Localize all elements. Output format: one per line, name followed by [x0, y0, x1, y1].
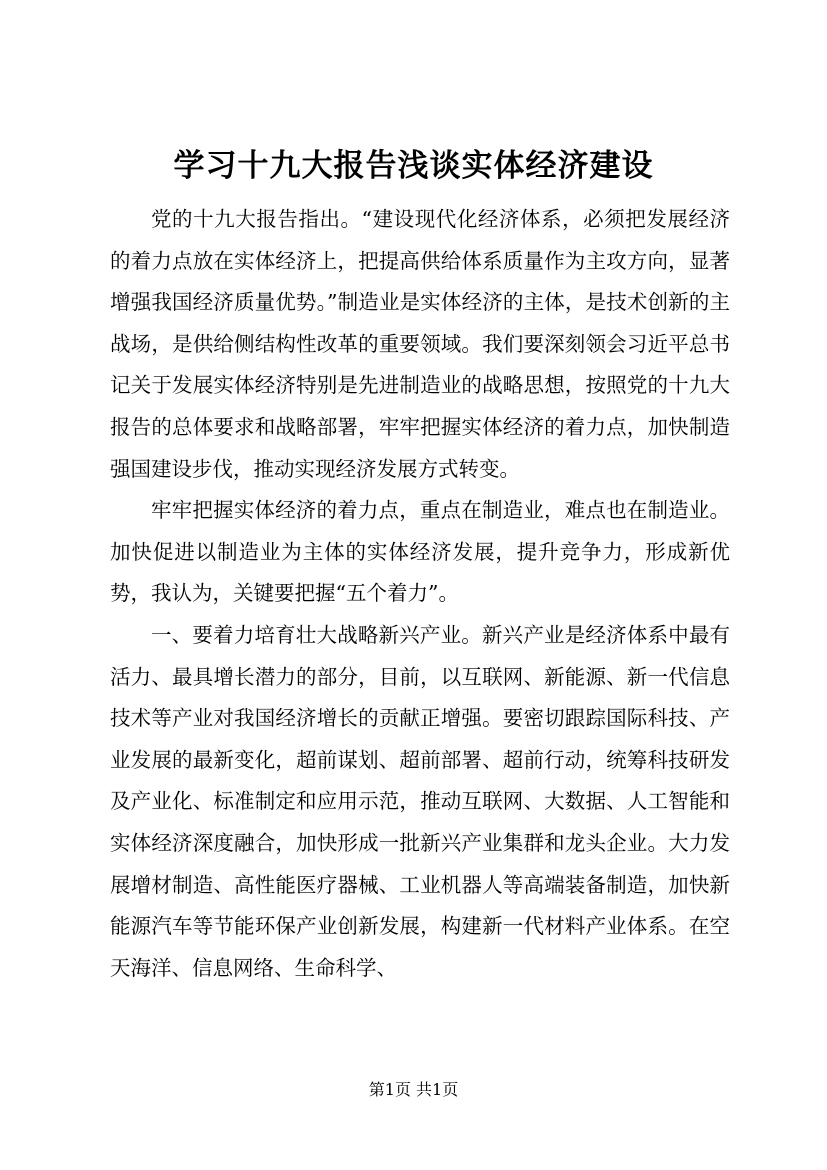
document-body	[110, 199, 730, 989]
page-footer: 第1页 共1页	[368, 1080, 459, 1099]
paragraph-3: 一、要着力培育壮大战略新兴产业。新兴产业是经济体系中最有活力、最具增长潜力的部分，目前，以互联网、新能源、新一代信息技术等产业对我国经济增长的贡献正增强。要密切跟踪国际科技、产业发展的最新变化，超前谋划、超前部署、超前行动，统筹科技研发及产业化、标准制定和应用示范，推动互联网、大数据、人工智能和实体经济深度融合，加快形成一批新兴产业集群和龙头企业。大力发展增材制造、高性能医疗器械、工业机器人等高端装备制造，加快新能源汽车等节能环保产业创新发展，构建新一代材料产业体系。在空天海洋、信息网络、生命科学、	[110, 622, 730, 980]
paragraph-2: 牢牢把握实体经济的着力点，重点在制造业，难点也在制造业。加快促进以制造业为主体的实体经济发展，提升竞争力，形成新优势，我认为，关键要把握“五个着力”。	[110, 498, 730, 606]
document-title: 学习十九大报告浅谈实体经济建设	[173, 148, 654, 184]
paragraph-1: 党的十九大报告指出。“建设现代化经济体系，必须把发展经济的着力点放在实体经济上，把提高供给体系质量作为主攻方向，显著增强我国经济质量优势。”制造业是实体经济的主体，是技术创新的主战场，是供给侧结构性改革的重要领域。我们要深刻领会习近平总书记关于发展实体经济特别是先进制造业的战略思想，按照党的十九大报告的总体要求和战略部署，牢牢把握实体经济的着力点，加快制造强国建设步伐，推动实现经济发展方式转变。	[110, 207, 730, 481]
